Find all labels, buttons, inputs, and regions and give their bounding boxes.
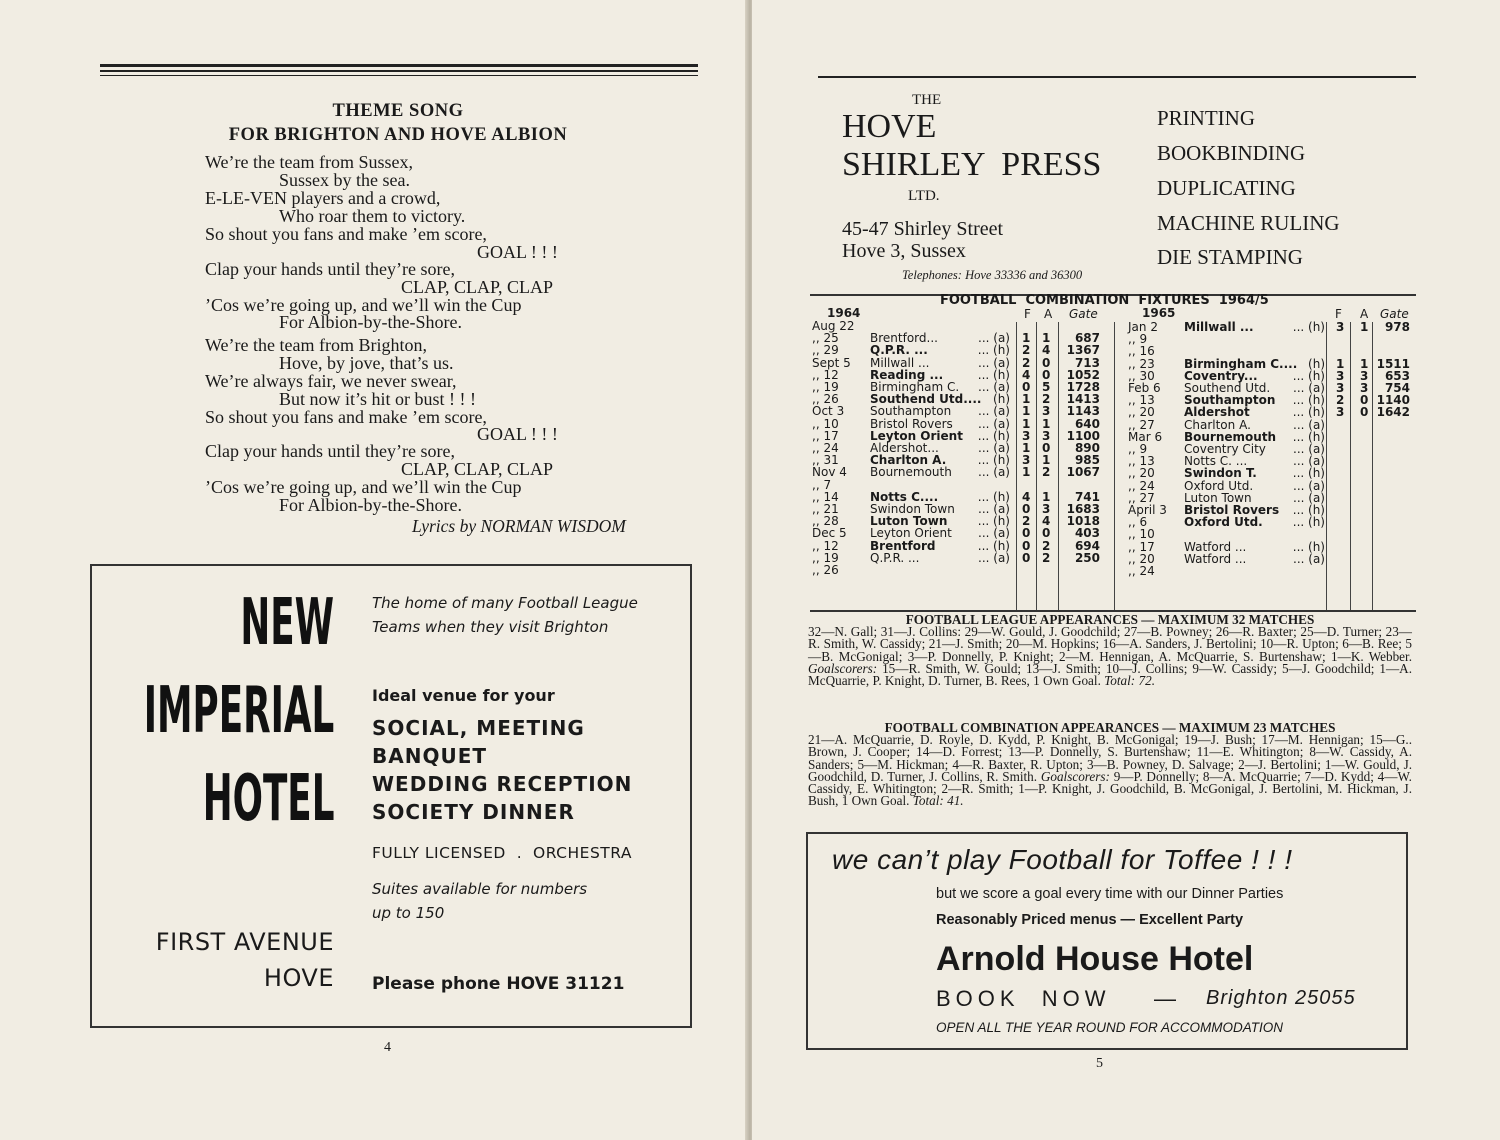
fixture-goals-against: 0 — [1360, 405, 1369, 420]
fixture-goals-for: 1 — [1022, 416, 1031, 431]
fixtures-column-divider — [1350, 322, 1351, 610]
fixture-opponent: Birmingham C.... — [1184, 356, 1298, 371]
lyrics-credit: Lyrics by NORMAN WISDOM — [412, 516, 626, 536]
fixture-opponent: Oxford Utd. — [1184, 478, 1254, 493]
fixture-date: ,, 25 — [812, 331, 839, 346]
hotel-tagline-1: The home of many Football League — [372, 594, 638, 612]
fixture-gate: 1140 — [1376, 393, 1410, 408]
fixture-venue: ... (a) — [1293, 381, 1325, 395]
lyric-line: Who roar them to victory. — [279, 206, 466, 226]
fixture-gate: 1143 — [1066, 404, 1100, 419]
fixture-goals-against: 2 — [1042, 538, 1051, 553]
fixture-date: ,, 6 — [1128, 515, 1148, 530]
fixture-goals-against: 0 — [1042, 355, 1051, 370]
fixture-date: Oct 3 — [812, 404, 845, 419]
fixture-gate: 403 — [1074, 526, 1100, 541]
fixture-goals-for: 1 — [1336, 356, 1345, 371]
fixture-venue: ... (h) — [977, 453, 1010, 468]
fixture-gate: 978 — [1384, 320, 1410, 334]
fixtures-header-f-left: F — [1024, 307, 1031, 321]
fixtures-header-gate-left: Gate — [1069, 307, 1098, 321]
fixture-date: ,, 28 — [812, 514, 839, 529]
fixture-venue: ... (a) — [1293, 551, 1325, 566]
fixture-goals-against: 1 — [1360, 356, 1369, 371]
fixture-date: ,, 30 — [1128, 368, 1155, 383]
fixture-opponent: Charlton A. — [870, 453, 947, 468]
fixture-date: Dec 5 — [812, 526, 847, 541]
fixture-opponent: Notts C.... — [870, 489, 939, 504]
fixture-date: ,, 20 — [1128, 551, 1155, 566]
fixtures-column-divider — [1016, 322, 1017, 610]
fixture-gate: 754 — [1384, 381, 1410, 395]
fixture-date: ,, 13 — [1128, 454, 1155, 469]
fixture-gate: 1018 — [1066, 514, 1100, 529]
fixture-opponent: Coventry... — [1184, 368, 1258, 383]
arnold-house-phone: Brighton 25055 — [1206, 987, 1356, 1009]
fixture-gate: 985 — [1074, 453, 1100, 468]
press-name: SHIRLEY PRESS — [842, 146, 1102, 183]
fixture-date: ,, 24 — [812, 441, 839, 455]
combination-goalscorers: 9—P. Donnelly; 8—A. McQuarrie; 7—D. Kydd; 4—W. Cassidy, E. Whitington; 2—R. Smith; 1—P. Knight, J. Goodchild, B. McGonigal, J. Bertolini, M. Hickman, J. Bush, 1 Own Goal. — [808, 768, 1412, 809]
fixture-gate: 890 — [1074, 441, 1100, 455]
fixture-goals-against: 4 — [1042, 343, 1051, 358]
fixture-venue: ... (a) — [1293, 417, 1325, 432]
fixture-date: ,, 16 — [1128, 344, 1155, 359]
fixture-date: ,, 24 — [1128, 478, 1155, 493]
page-number-right: 5 — [1096, 1056, 1103, 1071]
fixture-opponent: Aldershot — [1184, 405, 1250, 420]
press-service-printing: PRINTING — [1157, 106, 1255, 130]
right-top-rule — [818, 76, 1416, 78]
press-telephones: Telephones: Hove 33336 and 36300 — [902, 268, 1083, 282]
fixture-goals-against: 2 — [1042, 392, 1051, 407]
fixture-date: Jan 2 — [1128, 320, 1158, 334]
fixture-date: Nov 4 — [812, 465, 847, 480]
fixture-goals-against: 0 — [1042, 441, 1051, 455]
hotel-name-new: NEW — [240, 586, 334, 660]
fixture-date: ,, 20 — [1128, 466, 1155, 481]
fixture-venue: ... (h) — [1292, 515, 1325, 530]
fixture-goals-for: 1 — [1022, 392, 1031, 407]
fixture-goals-for: 1 — [1022, 465, 1031, 480]
fixture-venue: ... (h) — [977, 489, 1010, 504]
fixture-venue: ... (h) — [1292, 429, 1325, 444]
press-service-duplicating: DUPLICATING — [1157, 176, 1296, 200]
fixture-goals-for: 0 — [1022, 538, 1031, 553]
press-ltd: LTD. — [908, 188, 940, 204]
lyric-line: For Albion-by-the-Shore. — [279, 495, 462, 515]
fixture-goals-for: 3 — [1336, 381, 1345, 395]
fixture-venue: ... (a) — [978, 526, 1010, 541]
fixture-venue: ... (h) — [977, 343, 1010, 358]
lyric-line: ’Cos we’re going up, and we’ll win the Cup — [205, 477, 522, 497]
fixture-date: ,, 17 — [1128, 539, 1155, 554]
fixture-date: ,, 10 — [1128, 527, 1155, 542]
fixture-opponent: Southampton — [870, 404, 952, 419]
fixtures-header-a-left: A — [1044, 307, 1053, 321]
fixture-venue: ... (a) — [978, 416, 1010, 431]
fixture-opponent: Bournemouth — [1184, 429, 1277, 444]
lyric-line: But now it’s hit or bust ! ! ! — [279, 389, 476, 409]
fixture-venue: ... (a) — [978, 404, 1010, 419]
fixture-goals-for: 0 — [1022, 526, 1031, 541]
fixture-goals-for: 3 — [1022, 453, 1031, 468]
fixture-opponent: Brentford — [870, 538, 936, 553]
lyric-line: E-LE-VEN players and a crowd, — [205, 188, 441, 208]
fixtures-header-f-right: F — [1335, 307, 1342, 321]
combination-goalscorers-label: Goalscorers: — [1040, 768, 1110, 784]
hotel-licensed: FULLY LICENSED . ORCHESTRA — [372, 844, 633, 862]
lyric-line: GOAL ! ! ! — [477, 242, 558, 262]
fixture-gate: 653 — [1384, 368, 1410, 383]
open-all-year: OPEN ALL THE YEAR ROUND FOR ACCOMMODATION — [936, 1020, 1284, 1035]
lyric-line: Sussex by the sea. — [279, 170, 410, 190]
fixture-date: ,, 14 — [812, 489, 839, 504]
hotel-suites-2: up to 150 — [372, 904, 445, 922]
press-hove: HOVE — [842, 108, 937, 145]
fixture-date: Feb 6 — [1128, 381, 1161, 395]
fixture-gate: 1413 — [1066, 392, 1100, 407]
league-total: 72. — [1138, 673, 1155, 689]
fixture-venue: ... (a) — [978, 331, 1010, 346]
left-page — [0, 0, 748, 1140]
fixture-venue: ... (h) — [1292, 368, 1325, 383]
double-rule-bottom — [100, 75, 698, 76]
league-appearances — [808, 614, 1412, 687]
league-appearances-body: 32—N. Gall; 31—J. Collins: 29—W. Gould, J. Goodchild; 27—B. Powney; 26—R. Baxter; 25—D. Turner; 23—R. Smith, W. Cassidy; 21—J. Smith; 20—M. Hopkins; 16—A. Sanders, J. Bertolini; 10—R. Upton; 6—B. Ree; 5—B. McGonigal; 3—P. Donnelly, P. Knight; 2—M. Hennigan, A. McQuarrie, S. Burtenshaw; 1—K. Webber. — [808, 624, 1412, 664]
fixture-gate: 250 — [1074, 550, 1100, 565]
fixture-opponent: Southend Utd. — [1184, 381, 1271, 395]
fixture-venue: ... (h) — [1292, 466, 1325, 481]
lyric-line: ’Cos we’re going up, and we’ll win the Cup — [205, 295, 522, 315]
fixture-goals-for: 2 — [1022, 343, 1031, 358]
fixture-goals-for: 3 — [1022, 428, 1031, 443]
fixture-opponent: Luton Town — [1184, 490, 1252, 505]
toffee-line-1: but we score a goal every time with our Dinner Parties — [936, 886, 1284, 902]
fixture-date: ,, 9 — [1128, 442, 1148, 456]
fixture-opponent: Luton Town — [870, 514, 948, 529]
fixture-date: Mar 6 — [1128, 429, 1163, 444]
league-goalscorers: 15—R. Smith, W. Gould; 13—J. Smith; 10—J. Collins; 9—W. Cassidy; 5—J. Goodchild; 1—A. McQuarrie, P. Knight, D. Turner, B. Rees, 1 Own Goal. — [808, 660, 1413, 689]
arnold-house-hotel-ad — [806, 832, 1408, 1050]
fixture-goals-for: 2 — [1022, 514, 1031, 529]
fixture-venue: ... (h) — [977, 367, 1010, 382]
press-address-1: 45-47 Shirley Street — [842, 218, 1004, 240]
fixtures-header-gate-right: Gate — [1380, 307, 1409, 321]
fixture-date: ,, 10 — [812, 416, 839, 431]
hotel-address-street: FIRST AVENUE — [155, 928, 334, 956]
fixture-venue: ... (h) — [1292, 405, 1325, 420]
lyric-line: GOAL ! ! ! — [477, 424, 558, 444]
fixture-venue: ... (a) — [1293, 478, 1325, 493]
fixtures-header-a-right: A — [1360, 307, 1369, 321]
fixture-goals-against: 1 — [1042, 453, 1051, 468]
book-now-dash: — — [1154, 986, 1176, 1011]
fixture-goals-against: 3 — [1042, 428, 1051, 443]
page-number-left: 4 — [384, 1040, 391, 1055]
fixtures-title: FOOTBALL COMBINATION FIXTURES 1964/5 — [940, 293, 1269, 308]
fixture-venue: ... (a) — [978, 380, 1010, 394]
fixture-goals-for: 3 — [1336, 320, 1345, 334]
fixture-goals-for: 2 — [1336, 393, 1345, 408]
fixture-venue: (h) — [1308, 356, 1325, 371]
fixture-goals-for: 3 — [1336, 368, 1345, 383]
fixture-date: ,, 19 — [812, 550, 839, 565]
league-total-label: Total: — [1104, 673, 1136, 689]
press-service-stamping: DIE STAMPING — [1157, 245, 1303, 269]
fixture-goals-against: 1 — [1042, 489, 1051, 504]
theme-song-subtitle: FOR BRIGHTON AND HOVE ALBION — [228, 125, 568, 145]
fixture-venue: ... (a) — [978, 550, 1010, 565]
fixture-opponent: Bristol Rovers — [1184, 503, 1280, 517]
combination-total-label: Total: — [912, 793, 944, 809]
fixture-venue: ... (a) — [1293, 490, 1325, 505]
fixture-goals-against: 1 — [1042, 331, 1051, 346]
fixture-goals-against: 2 — [1042, 465, 1051, 480]
fixture-opponent: Bournemouth — [870, 465, 952, 480]
lyric-line: CLAP, CLAP, CLAP — [401, 277, 554, 297]
fixture-opponent: Southend Utd.... — [870, 392, 982, 407]
arnold-house-hotel-name: Arnold House Hotel — [936, 940, 1254, 978]
fixture-gate: 1367 — [1066, 343, 1100, 358]
fixture-opponent: Coventry City — [1184, 442, 1266, 456]
fixture-venue: ... (a) — [978, 355, 1010, 370]
fixture-gate: 687 — [1074, 331, 1100, 346]
fixture-date: ,, 12 — [812, 367, 839, 382]
fixture-goals-against: 0 — [1042, 526, 1051, 541]
lyric-line: We’re the team from Sussex, — [205, 152, 413, 172]
fixture-venue: ... (h) — [1292, 320, 1325, 334]
new-imperial-hotel-ad — [90, 564, 692, 1028]
fixtures-column-divider — [1114, 322, 1115, 610]
fixture-goals-against: 5 — [1042, 380, 1051, 394]
fixture-opponent: Q.P.R. ... — [870, 343, 928, 358]
hotel-event-social: SOCIAL, MEETING — [372, 716, 585, 740]
fixtures-column-divider — [1058, 322, 1059, 610]
fixture-goals-for: 1 — [1022, 441, 1031, 455]
hotel-venue-line: Ideal venue for your — [372, 686, 555, 705]
fixture-opponent: Watford ... — [1184, 539, 1247, 554]
fixture-goals-against: 1 — [1042, 416, 1051, 431]
fixture-gate: 1052 — [1066, 367, 1100, 382]
fixture-opponent: Charlton A. — [1184, 417, 1251, 432]
fixture-goals-against: 3 — [1360, 381, 1369, 395]
fixture-date: ,, 19 — [812, 380, 839, 394]
fixture-date: ,, 27 — [1128, 417, 1155, 432]
fixture-goals-against: 0 — [1042, 367, 1051, 382]
lyric-line: So shout you fans and make ’em score, — [205, 224, 487, 244]
fixture-date: ,, 27 — [1128, 490, 1155, 505]
lyric-line: So shout you fans and make ’em score, — [205, 407, 487, 427]
fixture-gate: 1642 — [1376, 405, 1410, 420]
fixture-venue: ... (h) — [1292, 393, 1325, 408]
fixture-opponent: Q.P.R. ... — [870, 550, 920, 565]
toffee-line-2: Reasonably Priced menus — Excellent Party — [936, 912, 1244, 928]
book-now: BOOK NOW — [936, 986, 1111, 1011]
press-the: THE — [912, 92, 942, 108]
hotel-event-banquet: BANQUET — [372, 744, 488, 768]
lyric-line: CLAP, CLAP, CLAP — [401, 459, 554, 479]
fixture-date: ,, 23 — [1128, 356, 1155, 371]
fixtures-year-1964: 1964 — [827, 306, 861, 320]
fixture-date: Sept 5 — [812, 355, 851, 370]
fixture-opponent: Leyton Orient — [870, 428, 963, 443]
fixture-goals-against: 3 — [1042, 404, 1051, 419]
combination-appearances — [808, 722, 1412, 807]
fixture-opponent: Notts C. ... — [1184, 454, 1248, 469]
combination-total: 41. — [947, 793, 964, 809]
fixture-venue: ... (h) — [977, 514, 1010, 529]
fixture-gate: 1683 — [1066, 502, 1100, 516]
press-service-bookbinding: BOOKBINDING — [1157, 141, 1306, 165]
fixture-gate: 1100 — [1066, 428, 1100, 443]
lyric-line: Hove, by jove, that’s us. — [279, 353, 454, 373]
hotel-address-town: HOVE — [263, 964, 334, 992]
fixture-venue: ... (h) — [1292, 503, 1325, 517]
lyric-line: We’re always fair, we never swear, — [205, 371, 457, 391]
fixture-date: ,, 12 — [812, 538, 839, 553]
fixture-goals-for: 1 — [1022, 331, 1031, 346]
fixture-gate: 1728 — [1066, 380, 1100, 394]
toffee-headline: we can’t play Football for Toffee ! ! ! — [832, 844, 1293, 875]
fixture-gate: 1511 — [1376, 356, 1410, 371]
fixture-goals-for: 4 — [1022, 367, 1031, 382]
fixture-opponent: Aldershot... — [870, 441, 939, 455]
fixture-date: ,, 7 — [812, 477, 832, 492]
hotel-event-dinner: SOCIETY DINNER — [372, 800, 575, 824]
fixture-goals-for: 4 — [1022, 489, 1031, 504]
hotel-tagline-2: Teams when they visit Brighton — [372, 618, 609, 636]
fixture-opponent: Reading ... — [870, 367, 944, 382]
fixtures-table — [810, 294, 1416, 612]
fixture-date: ,, 13 — [1128, 393, 1155, 408]
fixture-gate: 713 — [1074, 355, 1100, 370]
hotel-phone: Please phone HOVE 31121 — [372, 974, 625, 994]
combination-appearances-body: 21—A. McQuarrie, D. Royle, D. Kydd, P. Knight, B. McGonigal; 19—J. Bush; 17—M. Hennigan; 15—G.. Brown, J. Cooper; 14—D. Forrest; 13—P. Donnelly, S. Burtenshaw; 11—E. Whitington; 8—W. Cassidy, A. Sanders; 5—M. Hickman; 4—R. Baxter, R. Upton; 3—B. Powney, D. Salvage; 2—J. Bertolini; 1—W. Gould, J. Goodchild, D. Turner, J. Collins, R. Smith. — [808, 732, 1412, 784]
hotel-suites-1: Suites available for numbers — [372, 880, 588, 898]
fixture-venue: ... (a) — [978, 465, 1010, 480]
fixture-opponent: Watford ... — [1184, 551, 1247, 566]
fixture-opponent: Southampton — [1184, 393, 1276, 408]
hotel-event-wedding: WEDDING RECEPTION — [372, 772, 633, 796]
fixture-goals-for: 0 — [1022, 550, 1031, 565]
lyric-line: Clap your hands until they’re sore, — [205, 441, 455, 461]
fixtures-column-divider — [1036, 322, 1037, 610]
hotel-name-hotel: HOTEL — [202, 762, 334, 836]
fixture-date: April 3 — [1128, 503, 1167, 517]
fixture-venue: ... (a) — [978, 502, 1010, 516]
combination-appearances-heading: FOOTBALL COMBINATION APPEARANCES — MAXIMUM 23 MATCHES — [884, 720, 1336, 735]
fixture-date: ,, 29 — [812, 343, 839, 358]
fixture-venue: ... (h) — [977, 538, 1010, 553]
fixture-gate: 640 — [1074, 416, 1100, 431]
double-rule-middle — [100, 70, 698, 72]
fixture-date: ,, 9 — [1128, 332, 1148, 347]
fixture-goals-against: 3 — [1360, 368, 1369, 383]
fixture-opponent: Oxford Utd. — [1184, 515, 1263, 530]
fixture-opponent: Swindon T. — [1184, 466, 1257, 481]
fixture-goals-against: 4 — [1042, 514, 1051, 529]
fixture-venue: ... (h) — [977, 428, 1010, 443]
fixture-venue: ... (a) — [1293, 454, 1325, 469]
fixture-opponent: Leyton Orient — [870, 526, 952, 541]
fixture-venue: ... (a) — [1293, 442, 1325, 456]
fixture-venue: ... (a) — [978, 441, 1010, 455]
league-goalscorers-label: Goalscorers: — [808, 660, 878, 676]
fixture-venue: (h) — [993, 392, 1010, 407]
fixture-opponent: Bristol Rovers — [870, 416, 953, 431]
fixture-date: ,, 24 — [1128, 564, 1155, 578]
theme-song-title: THEME SONG — [332, 101, 464, 121]
fixture-goals-for: 0 — [1022, 380, 1031, 394]
fixtures-year-1965: 1965 — [1142, 306, 1176, 320]
fixture-goals-against: 3 — [1042, 502, 1051, 516]
fixtures-column-divider — [1326, 322, 1327, 610]
fixture-gate: 1067 — [1066, 465, 1100, 480]
fixture-opponent: Millwall ... — [1184, 320, 1254, 334]
fixture-goals-for: 2 — [1022, 355, 1031, 370]
fixture-gate: 741 — [1074, 489, 1100, 504]
fixture-date: ,, 26 — [812, 563, 839, 577]
fixture-date: ,, 21 — [812, 502, 839, 516]
fixture-goals-against: 1 — [1360, 320, 1369, 334]
fixture-date: ,, 20 — [1128, 405, 1155, 420]
fixture-goals-for: 3 — [1336, 405, 1345, 420]
fixture-opponent: Birmingham C. — [870, 380, 960, 394]
double-rule-top — [100, 64, 698, 67]
press-service-ruling: MACHINE RULING — [1157, 211, 1340, 235]
lyric-line: For Albion-by-the-Shore. — [279, 312, 462, 332]
fixture-date: Aug 22 — [812, 319, 855, 333]
lyric-line: Clap your hands until they’re sore, — [205, 259, 455, 279]
fixture-date: ,, 26 — [812, 392, 839, 407]
fixtures-column-divider — [1372, 322, 1373, 610]
fixture-goals-against: 0 — [1360, 393, 1369, 408]
fixture-opponent: Millwall ... — [870, 355, 930, 370]
fixture-gate: 694 — [1074, 538, 1100, 553]
fixture-date: ,, 17 — [812, 428, 839, 443]
fixture-venue: ... (h) — [1292, 539, 1325, 554]
fixture-goals-against: 2 — [1042, 550, 1051, 565]
hotel-name-imperial: IMPERIAL — [143, 674, 334, 748]
fixture-goals-for: 0 — [1022, 502, 1031, 516]
fixture-date: ,, 31 — [812, 453, 839, 468]
lyric-line: We’re the team from Brighton, — [205, 335, 427, 355]
fixture-opponent: Brentford... — [870, 331, 938, 346]
fixture-goals-for: 1 — [1022, 404, 1031, 419]
press-address-2: Hove 3, Sussex — [842, 240, 966, 262]
fixture-opponent: Swindon Town — [870, 502, 955, 516]
league-appearances-heading: FOOTBALL LEAGUE APPEARANCES — MAXIMUM 32 MATCHES — [905, 612, 1315, 627]
